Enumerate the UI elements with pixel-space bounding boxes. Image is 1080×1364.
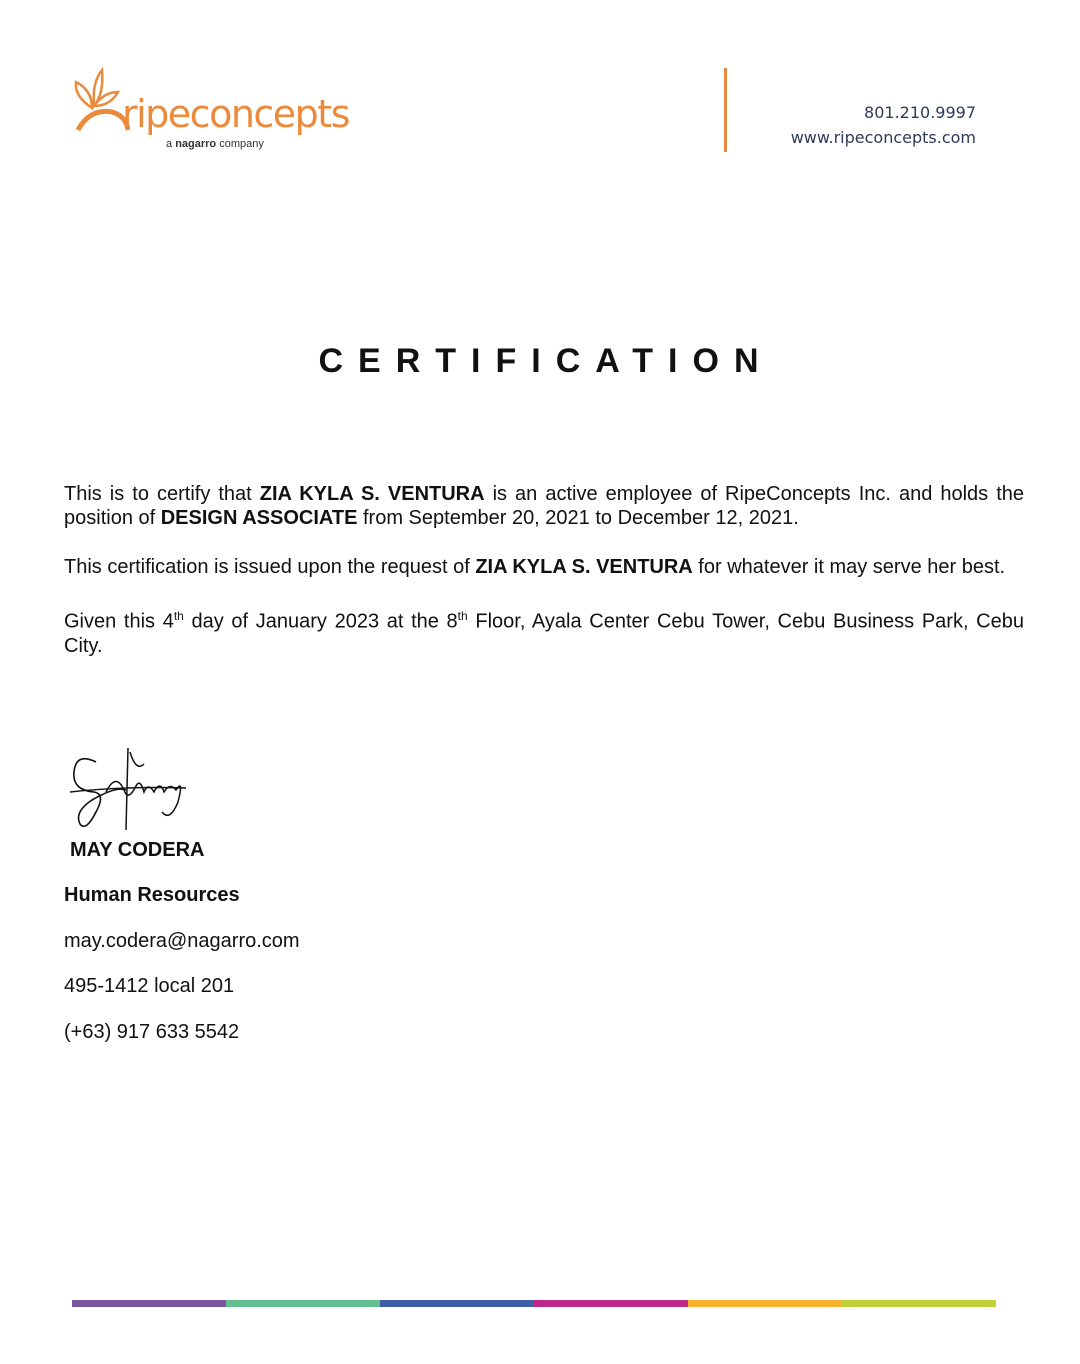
certificate-body <box>64 482 1024 683</box>
footer-bar-segment <box>534 1300 688 1307</box>
signature <box>66 742 196 837</box>
peach-leaf-icon <box>70 66 130 136</box>
signatory-department: Human Resources <box>64 884 240 906</box>
header-divider <box>724 68 727 152</box>
company-website[interactable]: www.ripeconcepts.com <box>790 128 976 147</box>
logo-tagline: a nagarro company <box>166 138 264 150</box>
signatory-email[interactable]: may.codera@nagarro.com <box>64 929 300 952</box>
page-title: CERTIFICATION <box>318 342 774 380</box>
company-phone: 801.210.9997 <box>864 103 976 122</box>
ripeconcepts-logo <box>70 66 360 156</box>
signatory-mobile: (+63) 917 633 5542 <box>64 1020 240 1043</box>
company-contact <box>791 100 976 150</box>
signatory-info <box>64 884 300 1066</box>
logo-wordmark: ripeconcepts <box>122 92 349 136</box>
footer-bar-segment <box>688 1300 842 1307</box>
footer-bar-segment <box>226 1300 380 1307</box>
paragraph-3: Given this 4th day of January 2023 at the 8th Floor, Ayala Center Cebu Tower, Cebu Business Park, Cebu City. <box>64 609 1024 657</box>
footer-color-bar <box>72 1300 996 1307</box>
signatory-landline: 495-1412 local 201 <box>64 975 235 997</box>
paragraph-1: This is to certify that ZIA KYLA S. VENTURA is an active employee of RipeConcepts Inc. and holds the position of DESIGN ASSOCIATE from September 20, 2021 to December 12, 2021. <box>64 483 1024 529</box>
footer-bar-segment <box>380 1300 534 1307</box>
signatory-name: MAY CODERA <box>70 839 205 861</box>
footer-bar-segment <box>72 1300 226 1307</box>
paragraph-2: This certification is issued upon the request of ZIA KYLA S. VENTURA for whatever it may serve her best. <box>64 556 1006 578</box>
footer-bar-segment <box>842 1300 996 1307</box>
